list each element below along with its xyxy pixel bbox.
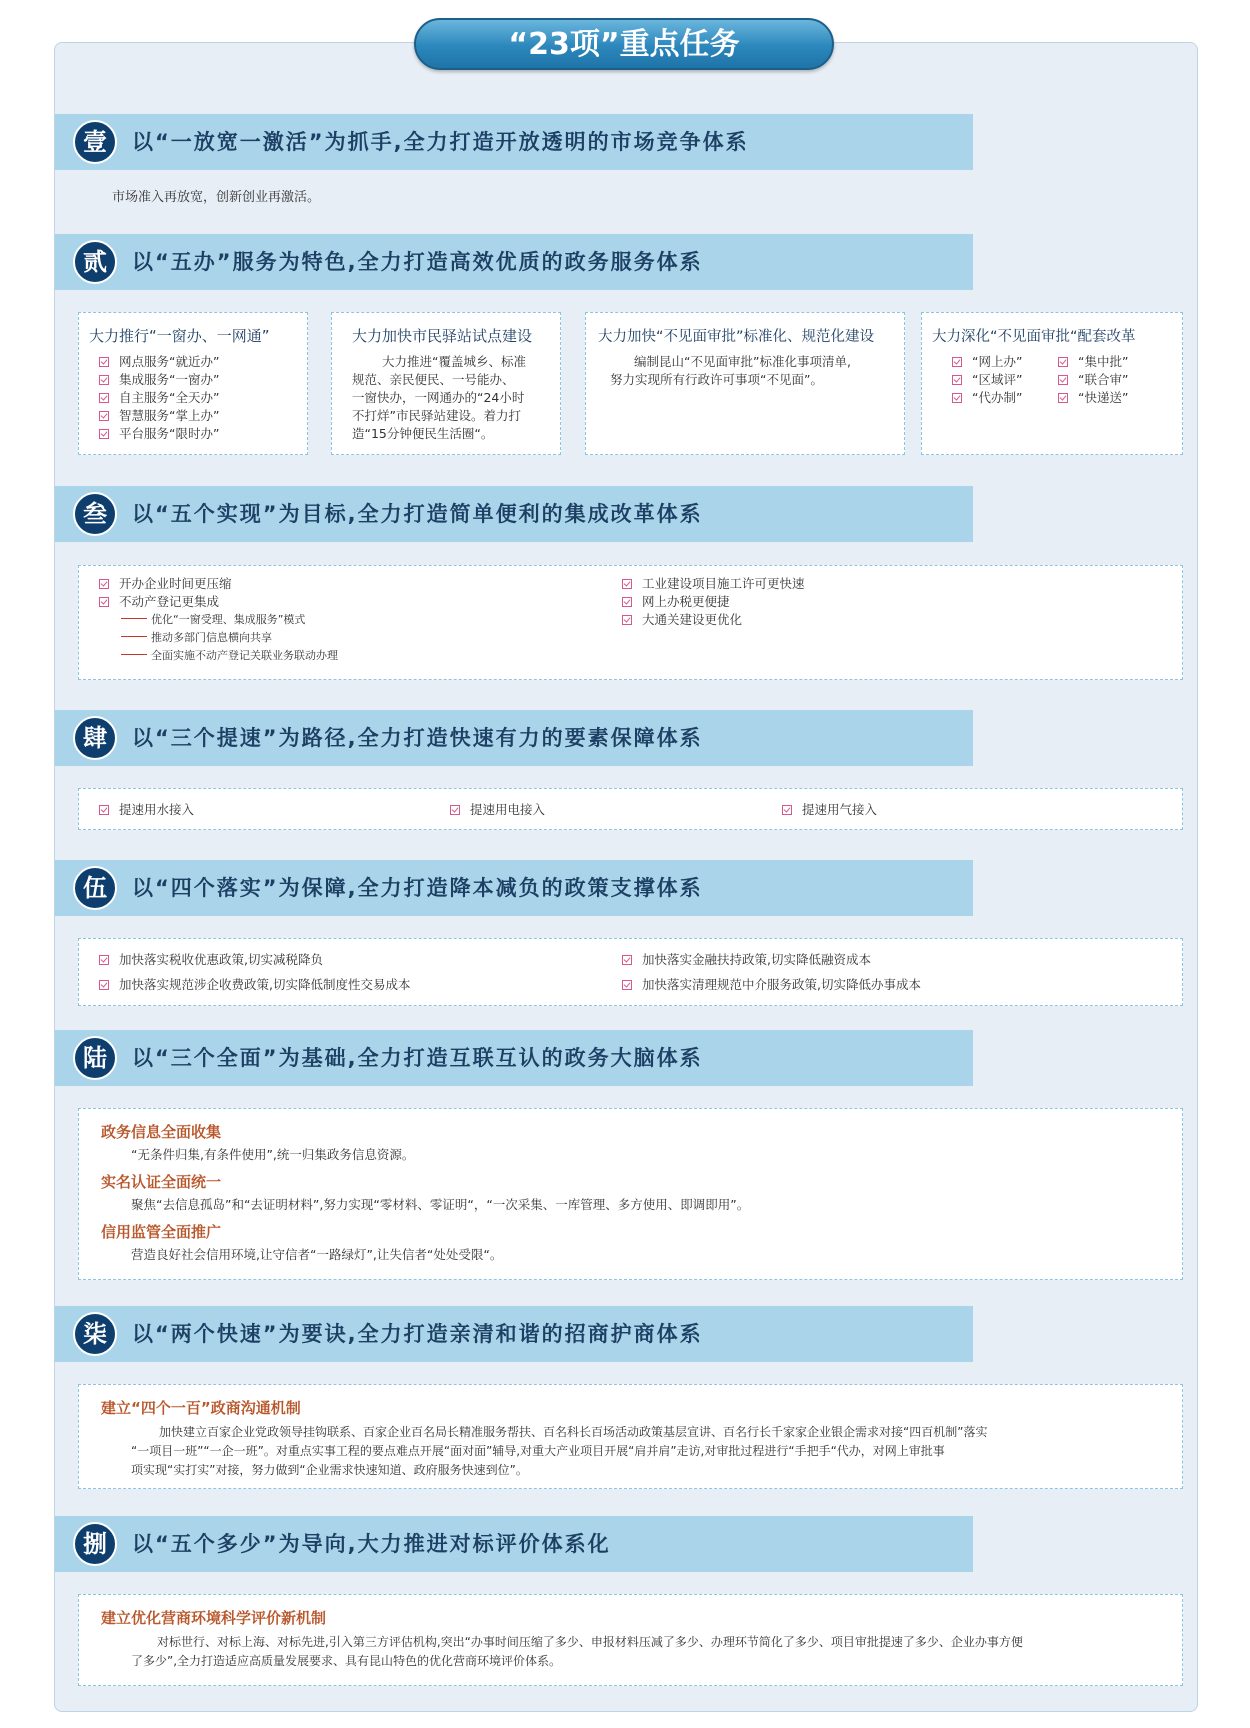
- section-number-3: 叁: [73, 492, 117, 536]
- card-line: 努力实现所有行政许可事项“不见面”。: [610, 372, 823, 387]
- list-item: 工业建设项目施工许可更快速: [622, 575, 805, 593]
- list-item: 平台服务“限时办”: [99, 425, 219, 443]
- list-item: 网点服务“就近办”: [99, 353, 219, 371]
- card-citizen-station: [331, 312, 561, 455]
- sub-item: 优化“一窗受理、集成服务”模式: [121, 611, 305, 629]
- section-title-4: 以“三个提速”为路径,全力打造快速有力的要素保障体系: [132, 726, 703, 750]
- block-heading: 实名认证全面统一: [101, 1173, 222, 1191]
- list-item: “集中批”: [1058, 353, 1128, 371]
- checkbox-icon: [952, 393, 962, 403]
- checkbox-icon: [99, 579, 109, 589]
- list-item: 加快落实税收优惠政策,切实减税降负: [99, 951, 323, 969]
- list-item: 不动产登记更集成: [99, 593, 219, 611]
- list-item: 加快落实规范涉企收费政策,切实降低制度性交易成本: [99, 976, 410, 994]
- checkbox-icon: [450, 805, 460, 815]
- section-4-box: [78, 788, 1183, 830]
- block-text: 营造良好社会信用环境,让守信者“一路绿灯”,让失信者“处处受限“。: [131, 1247, 503, 1262]
- checkbox-icon: [1058, 393, 1068, 403]
- list-item: 大通关建设更优化: [622, 611, 742, 629]
- block-heading: 建立“四个一百”政商沟通机制: [101, 1399, 301, 1417]
- card-line: 编制昆山“不见面审批”标准化事项清单,: [634, 354, 851, 369]
- section-title-6: 以“三个全面”为基础,全力打造互联互认的政务大脑体系: [132, 1046, 703, 1070]
- card-title: 大力深化“不见面审批“配套改革: [932, 329, 1136, 345]
- section-5-box: [78, 938, 1183, 1006]
- block-heading: 政务信息全面收集: [101, 1123, 222, 1141]
- checkbox-icon: [952, 375, 962, 385]
- section-title-1: 以“一放宽一激活”为抓手,全力打造开放透明的市场竞争体系: [132, 130, 749, 154]
- dash-icon: [121, 654, 147, 655]
- section-number-8: 捌: [73, 1522, 117, 1566]
- list-item: 集成服务“一窗办”: [99, 371, 219, 389]
- card-title: 大力推行“一窗办、一网通”: [89, 327, 270, 345]
- list-item: 加快落实金融扶持政策,切实降低融资成本: [622, 951, 871, 969]
- section-title-5: 以“四个落实”为保障,全力打造降本减负的政策支撑体系: [132, 876, 703, 900]
- card-supporting-reform: [921, 312, 1183, 455]
- checkbox-icon: [99, 955, 109, 965]
- checkbox-icon: [99, 357, 109, 367]
- block-text: “无条件归集,有条件使用”,统一归集政务信息资源。: [131, 1147, 415, 1162]
- list-item: 加快落实清理规范中介服务政策,切实降低办事成本: [622, 976, 921, 994]
- checkbox-icon: [622, 980, 632, 990]
- card-title: 大力加快市民驿站试点建设: [352, 327, 533, 345]
- dash-icon: [121, 636, 147, 637]
- checkbox-icon: [99, 375, 109, 385]
- dash-icon: [121, 618, 147, 619]
- page-title: “23项”重点任务: [414, 18, 834, 70]
- paragraph-line: 项实现“实打实”对接，努力做到“企业需求快速知道、政府服务快速到位”。: [131, 1463, 528, 1477]
- list-item: 自主服务“全天办”: [99, 389, 219, 407]
- paragraph-line: 加快建立百家企业党政领导挂钩联系、百家企业百名局长精准服务帮扶、百名科长百场活动政策基层宣讲、百名行长千家家企业银企需求对接“四百机制”落实: [159, 1425, 988, 1439]
- list-item: “网上办”: [952, 353, 1022, 371]
- list-item: 提速用电接入: [450, 801, 545, 819]
- list-item: 开办企业时间更压缩: [99, 575, 232, 593]
- section-number-5: 伍: [73, 866, 117, 910]
- list-item: 智慧服务“掌上办”: [99, 407, 219, 425]
- list-item: “代办制”: [952, 389, 1022, 407]
- card-no-meeting-standard: [585, 312, 905, 455]
- section-title-7: 以“两个快速”为要诀,全力打造亲清和谐的招商护商体系: [132, 1322, 703, 1346]
- checkbox-icon: [99, 429, 109, 439]
- checkbox-icon: [622, 615, 632, 625]
- card-one-window: [78, 312, 308, 455]
- block-text: 聚焦“去信息孤岛”和“去证明材料”,努力实现“零材料、零证明“，“一次采集、一库管理、多方使用、即调即用”。: [131, 1197, 750, 1212]
- list-item: “快递送”: [1058, 389, 1128, 407]
- card-line: 不打烊”市民驿站建设。着力打: [352, 408, 521, 423]
- checkbox-icon: [99, 411, 109, 421]
- checkbox-icon: [99, 805, 109, 815]
- checkbox-icon: [99, 393, 109, 403]
- section-number-1: 壹: [73, 120, 117, 164]
- checkbox-icon: [622, 597, 632, 607]
- list-item: 提速用气接入: [782, 801, 877, 819]
- section-1-text: 市场准入再放宽，创新创业再激活。: [112, 190, 321, 205]
- section-number-7: 柒: [73, 1312, 117, 1356]
- sub-item: 全面实施不动产登记关联业务联动办理: [121, 647, 338, 665]
- sub-item: 推动多部门信息横向共享: [121, 629, 272, 647]
- block-heading: 信用监管全面推广: [101, 1223, 222, 1241]
- section-number-6: 陆: [73, 1036, 117, 1080]
- card-title: 大力加快“不见面审批”标准化、规范化建设: [598, 329, 875, 345]
- paragraph-line: 对标世行、对标上海、对标先进,引入第三方评估机构,突出“办事时间压缩了多少、申报材料压减了多少、办理环节简化了多少、项目审批提速了多少、企业办事方便: [157, 1635, 1023, 1649]
- section-7-box: [78, 1384, 1183, 1489]
- card-line: 造“15分钟便民生活圈“。: [352, 426, 494, 441]
- list-item: “区域评”: [952, 371, 1022, 389]
- checkbox-icon: [622, 579, 632, 589]
- checkbox-icon: [952, 357, 962, 367]
- checkbox-icon: [782, 805, 792, 815]
- checkbox-icon: [99, 980, 109, 990]
- list-item: 提速用水接入: [99, 801, 194, 819]
- block-heading: 建立优化营商环境科学评价新机制: [101, 1609, 327, 1627]
- checkbox-icon: [1058, 375, 1068, 385]
- section-8-box: [78, 1594, 1183, 1686]
- section-title-8: 以“五个多少”为导向,大力推进对标评价体系化: [132, 1532, 611, 1556]
- section-6-box: [78, 1108, 1183, 1280]
- section-title-2: 以“五办”服务为特色,全力打造高效优质的政务服务体系: [132, 250, 703, 274]
- card-line: 规范、亲民便民、一号能办、: [352, 372, 515, 387]
- card-line: 大力推进“覆盖城乡、标准: [382, 354, 526, 369]
- section-3-box: [78, 565, 1183, 680]
- paragraph-line: 了多少”,全力打造适应高质量发展要求、具有昆山特色的优化营商环境评价体系。: [131, 1654, 562, 1668]
- checkbox-icon: [622, 955, 632, 965]
- card-line: 一窗快办，一网通办的“24小时: [352, 390, 525, 405]
- paragraph-line: “一项目一班”“一企一班”。对重点实事工程的要点难点开展“面对面”辅导,对重大产业项目开展“肩并肩”走访,对审批过程进行“手把手“代办，对网上审批事: [131, 1444, 945, 1458]
- list-item: 网上办税更便捷: [622, 593, 730, 611]
- section-title-3: 以“五个实现”为目标,全力打造简单便利的集成改革体系: [132, 502, 703, 526]
- section-number-4: 肆: [73, 716, 117, 760]
- list-item: “联合审”: [1058, 371, 1128, 389]
- section-number-2: 贰: [73, 240, 117, 284]
- checkbox-icon: [1058, 357, 1068, 367]
- checkbox-icon: [99, 597, 109, 607]
